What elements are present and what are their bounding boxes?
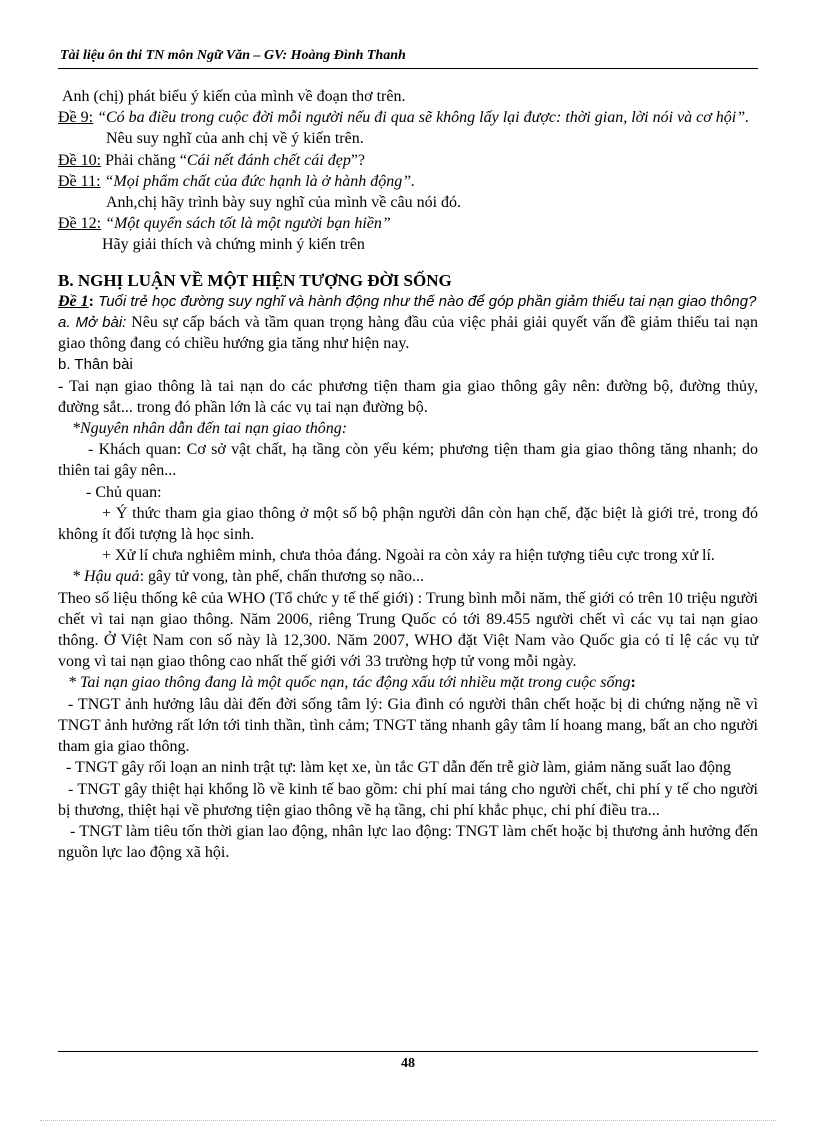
intro-text: Nêu sự cấp bách và tầm quan trọng hàng đầu của việc phải giải quyết vấn đề giảm thiểu tai nạn giao thông đang có chiều hướng gia tăng như hiện nay. — [58, 314, 758, 353]
topic-task: Anh,chị hãy trình bày suy nghĩ của mình về câu nói đó. — [106, 194, 462, 212]
page-edge-dots — [40, 1120, 776, 1121]
topic-label: Đề 9: — [58, 109, 94, 127]
prompt-text: Tuổi trẻ học đường suy nghĩ và hành động như thế nào để góp phần giảm thiểu tai nạn giao thông? — [93, 292, 757, 310]
paragraph: - TNGT ảnh hưởng lâu dài đến đời sống tâm lý: Gia đình có người thân chết hoặc bị di chứng nặng nề vì TNGT ảnh hưởng rất lớn tới tinh thần, tình cảm; TNGT tăng nhanh gây tâm lí hoang mang, bất an cho người tham gia giao thông. — [58, 695, 758, 756]
paragraph: - TNGT gây thiệt hại khổng lồ về kinh tế bao gồm: chi phí mai táng cho người chết, chi phí y tế cho người bị thương, thiệt hại về phương tiện giao thông về hạ tầng, chi phí khắc phục, chi phí điều tra... — [58, 780, 758, 819]
topic-colon: : — [88, 292, 94, 310]
impact-heading-colon: : — [630, 674, 636, 692]
topic-line: Anh (chị) phát biểu ý kiến của mình về đoạn thơ trên. — [62, 88, 406, 105]
page-header: Tài liệu ôn thi TN môn Ngữ Văn – GV: Hoàng Đình Thanh — [60, 48, 406, 63]
paragraph: + Xử lí chưa nghiêm minh, chưa thỏa đáng. Ngoài ra còn xảy ra hiện tượng tiêu cực trong xử lí. — [102, 547, 715, 565]
impact-heading — [58, 672, 758, 693]
topic-text: Phải chăng “ — [101, 151, 187, 169]
impact-heading-text: * Tai nạn giao thông đang là một quốc nạn, tác động xấu tới nhiều mặt trong cuộc sống — [68, 674, 631, 692]
header-rule — [58, 68, 758, 69]
paragraph: + Ý thức tham gia giao thông ở một số bộ phận người dân còn hạn chế, đặc biệt là giới trẻ, trong đó không ít đối tượng là học sinh. — [58, 504, 758, 544]
topic-11 — [58, 171, 758, 192]
topic-label: Đề 1 — [58, 292, 89, 310]
topic-quote: “Một quyển sách tốt là một người bạn hiền” — [101, 215, 391, 233]
paragraph: - Tai nạn giao thông là tai nạn do các phương tiện tham gia giao thông gây nên: đường bộ, đường thủy, đường sắt... trong đó phần lớn là các vụ tai nạn đường bộ. — [58, 377, 758, 416]
topic-task: Hãy giải thích và chứng minh ý kiến trên — [102, 236, 365, 254]
paragraph: - TNGT gây rối loạn an ninh trật tự: làm kẹt xe, ùn tắc GT dẫn đến trễ giờ làm, giảm năng suất lao động — [66, 759, 731, 777]
intro-paragraph — [58, 312, 758, 354]
topic-quote: “Mọi phẩm chất của đức hạnh là ở hành động”. — [100, 172, 416, 190]
topic-12 — [58, 213, 758, 234]
topic-10 — [58, 150, 758, 171]
paragraph: - Khách quan: Cơ sở vật chất, hạ tầng còn yếu kém; phương tiện tham gia giao thông tăng nhanh; do thiên tai gây nên... — [58, 441, 758, 480]
essay-prompt — [58, 291, 758, 312]
topic-text: ”? — [350, 151, 366, 169]
paragraph: - TNGT làm tiêu tốn thời gian lao động, nhân lực lao động: TNGT làm chết hoặc bị thương ảnh hưởng đến nguồn lực lao động xã hội. — [58, 822, 758, 862]
section-title: B. NGHỊ LUẬN VỀ MỘT HIỆN TƯỢNG ĐỜI SỐNG — [58, 270, 452, 290]
cause-heading: *Nguyên nhân dẫn đến tai nạn giao thông: — [72, 420, 348, 438]
body-heading: b. Thân bài — [58, 356, 133, 374]
page-number: 48 — [401, 1056, 415, 1071]
topic-label: Đề 12: — [58, 215, 102, 233]
document-body — [58, 86, 758, 863]
topic-label: Đề 10: — [58, 151, 102, 169]
consequence-line — [58, 566, 758, 587]
consequence-text: : gây tử vong, tàn phế, chấn thương sọ não... — [139, 568, 424, 586]
topic-quote: “Có ba điều trong cuộc đời mỗi người nếu đi qua sẽ không lấy lại được: thời gian, lời nói và cơ hội”. — [93, 109, 750, 127]
footer-rule — [58, 1051, 758, 1052]
consequence-label: * Hậu quả — [72, 568, 140, 586]
topic-task: Nêu suy nghĩ của anh chị về ý kiến trên. — [106, 130, 364, 148]
intro-label: a. Mở bài: — [58, 314, 127, 332]
paragraph: - Chủ quan: — [86, 483, 162, 501]
topic-label: Đề 11: — [58, 172, 101, 190]
topic-9 — [58, 107, 758, 128]
topic-quote: Cái nết đánh chết cái đẹp — [186, 151, 351, 169]
statistics-paragraph: Theo số liệu thống kê của WHO (Tổ chức y tế thế giới) : Trung bình mỗi năm, thế giới có trên 10 triệu người chết vì tai nạn giao thông. Năm 2006, riêng Trung Quốc có tới 89.455 người chết vì các vụ tai nạn giao thông. Ở Việt Nam con số này là 12,300. Năm 2007, WHO đặt Việt Nam vào Quốc gia có tỉ lệ các vụ tử vong vì tai nạn giao thông cao nhất thế giới với 33 trường hợp tử vong mỗi ngày. — [58, 589, 758, 671]
